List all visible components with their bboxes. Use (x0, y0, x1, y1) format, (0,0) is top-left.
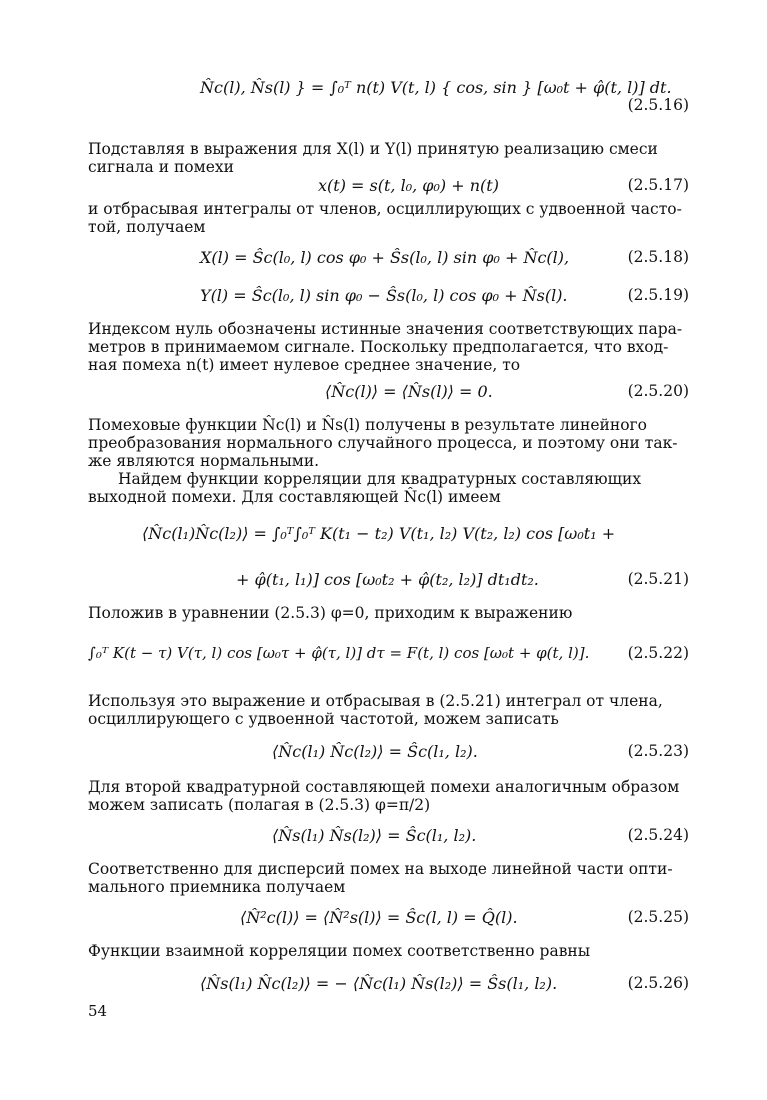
paragraph-line: Индексом нуль обозначены истинные значения соответствующих пара- (88, 320, 683, 338)
equation-2-5-20: ⟨N̂c(l)⟩ = ⟨N̂s(l)⟩ = 0. (325, 382, 493, 401)
paragraph-line: же являются нормальными. (88, 452, 320, 470)
paragraph-line: Соответственно для дисперсий помех на выходе линейной части опти- (88, 860, 673, 878)
paragraph-line: выходной помехи. Для составляющей N̂c(l) имеем (88, 488, 501, 506)
equation-number: (2.5.16) (627, 96, 689, 114)
equation-2-5-19: Y(l) = Ŝc(l₀, l) sin φ₀ − Ŝs(l₀, l) cos φ₀ + N̂s(l). (200, 286, 568, 305)
paragraph-line: мального приемника получаем (88, 878, 346, 896)
equation-number: (2.5.18) (627, 248, 689, 266)
equation-number: (2.5.21) (627, 570, 689, 588)
equation-2-5-21-line2: + φ̂(t₁, l₁)] cos [ω₀t₂ + φ̂(t₂, l₂)] dt₁dt₂. (236, 570, 539, 589)
paragraph-line: Функции взаимной корреляции помех соответственно равны (88, 942, 591, 960)
paragraph-line: Для второй квадратурной составляющей помехи аналогичным образом (88, 778, 680, 796)
equation-2-5-26: ⟨N̂s(l₁) N̂c(l₂)⟩ = − ⟨N̂c(l₁) N̂s(l₂)⟩ = Ŝs(l₁, l₂). (200, 974, 558, 993)
paragraph-line: можем записать (полагая в (2.5.3) φ=π/2) (88, 796, 431, 814)
equation-number: (2.5.20) (627, 382, 689, 400)
equation-2-5-22: ∫₀ᵀ K(t − τ) V(τ, l) cos [ω₀τ + φ̂(τ, l)] dτ = F(t, l) cos [ω₀t + φ(t, l)]. (88, 644, 590, 662)
equation-number: (2.5.23) (627, 742, 689, 760)
paragraph-line: преобразования нормального случайного процесса, и поэтому они так- (88, 434, 678, 452)
equation-number: (2.5.24) (627, 826, 689, 844)
paragraph-line: сигнала и помехи (88, 158, 234, 176)
paragraph-line: той, получаем (88, 218, 206, 236)
paragraph-line: и отбрасывая интегралы от членов, осциллирующих с удвоенной часто- (88, 200, 682, 218)
equation-2-5-21-line1: ⟨N̂c(l₁)N̂c(l₂)⟩ = ∫₀ᵀ∫₀ᵀ K(t₁ − t₂) V(t₁, l₂) V(t₂, l₂) cos [ω₀t₁ + (142, 524, 616, 543)
paragraph-line: Помеховые функции N̂c(l) и N̂s(l) получены в результате линейного (88, 416, 647, 434)
equation-2-5-17: x(t) = s(t, l₀, φ₀) + n(t) (318, 176, 499, 195)
equation-number: (2.5.22) (627, 644, 689, 662)
equation-2-5-16: N̂c(l), N̂s(l) } = ∫₀ᵀ n(t) V(t, l) { cos, sin } [ω₀t + φ̂(t, l)] dt. (200, 78, 672, 97)
paragraph-line: осциллирующего с удвоенной частотой, можем записать (88, 710, 559, 728)
equation-number: (2.5.17) (627, 176, 689, 194)
equation-number: (2.5.25) (627, 908, 689, 926)
paragraph-line: метров в принимаемом сигнале. Поскольку предполагается, что вход- (88, 338, 669, 356)
equation-2-5-18: X(l) = Ŝc(l₀, l) cos φ₀ + Ŝs(l₀, l) sin φ₀ + N̂c(l), (200, 248, 570, 267)
paragraph-line: ная помеха n(t) имеет нулевое среднее значение, то (88, 356, 521, 374)
paragraph-line: Подставляя в выражения для X(l) и Y(l) принятую реализацию смеси (88, 140, 658, 158)
equation-2-5-23: ⟨N̂c(l₁) N̂c(l₂)⟩ = Ŝc(l₁, l₂). (272, 742, 478, 761)
paragraph-line: Используя это выражение и отбрасывая в (2.5.21) интеграл от члена, (88, 692, 663, 710)
equation-2-5-25: ⟨N̂²c(l)⟩ = ⟨N̂²s(l)⟩ = Ŝc(l, l) = Q̂(l). (240, 908, 518, 927)
equation-number: (2.5.19) (627, 286, 689, 304)
paragraph-line: Положив в уравнении (2.5.3) φ=0, приходим к выражению (88, 604, 573, 622)
paragraph-line: Найдем функции корреляции для квадратурных составляющих (118, 470, 642, 488)
equation-2-5-24: ⟨N̂s(l₁) N̂s(l₂)⟩ = Ŝc(l₁, l₂). (272, 826, 477, 845)
page-number: 54 (88, 1002, 108, 1020)
equation-number: (2.5.26) (627, 974, 689, 992)
